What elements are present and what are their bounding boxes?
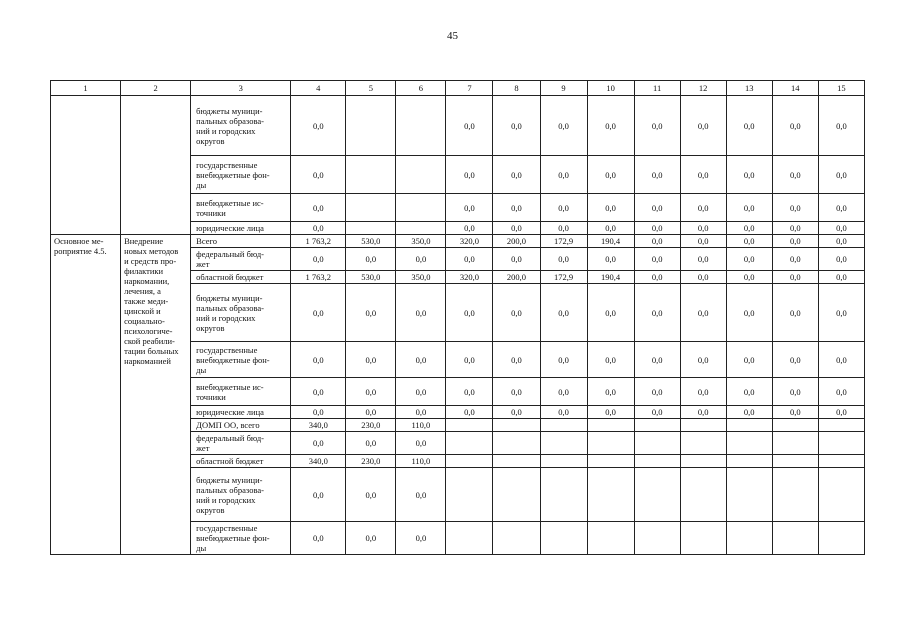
value-cell-col-10: 0,0 [587,156,634,194]
value-cell-col-4: 0,0 [291,284,346,342]
value-cell-col-13 [726,468,772,522]
value-cell-col-13 [726,419,772,432]
value-cell-col-12: 0,0 [680,156,726,194]
value-cell-col-10 [587,522,634,555]
header-cell-3: 3 [191,81,291,96]
value-cell-col-13: 0,0 [726,284,772,342]
value-cell-col-12: 0,0 [680,194,726,222]
value-cell-col-9 [540,522,587,555]
funding-source-label: государственные внебюджетные фон- ды [191,342,291,378]
value-cell-col-10: 0,0 [587,378,634,406]
value-cell-col-13: 0,0 [726,342,772,378]
value-cell-col-8 [493,468,540,522]
value-cell-col-13: 0,0 [726,271,772,284]
value-cell-col-8: 0,0 [493,96,540,156]
header-cell-15: 15 [818,81,864,96]
value-cell-col-14: 0,0 [772,194,818,222]
funding-source-label: областной бюджет [191,455,291,468]
value-cell-col-5: 0,0 [346,248,396,271]
value-cell-col-4: 0,0 [291,222,346,235]
value-cell-col-9: 0,0 [540,406,587,419]
value-cell-col-7: 0,0 [446,378,493,406]
value-cell-col-12: 0,0 [680,222,726,235]
value-cell-col-6 [396,194,446,222]
value-cell-col-6: 0,0 [396,248,446,271]
table-row [51,235,865,248]
value-cell-col-11 [634,419,680,432]
header-cell-8: 8 [493,81,540,96]
value-cell-col-11 [634,522,680,555]
value-cell-col-9: 0,0 [540,222,587,235]
funding-source-label: юридические лица [191,406,291,419]
funding-source-label: государственные внебюджетные фон- ды [191,522,291,555]
value-cell-col-14 [772,419,818,432]
value-cell-col-13 [726,455,772,468]
value-cell-col-9: 0,0 [540,248,587,271]
value-cell-col-4: 0,0 [291,96,346,156]
value-cell-col-10 [587,432,634,455]
value-cell-col-12 [680,468,726,522]
value-cell-col-9: 0,0 [540,96,587,156]
value-cell-col-8: 200,0 [493,235,540,248]
value-cell-col-10: 0,0 [587,342,634,378]
value-cell-col-9: 0,0 [540,378,587,406]
value-cell-col-14: 0,0 [772,96,818,156]
value-cell-col-10: 190,4 [587,235,634,248]
funding-source-label: государственные внебюджетные фон- ды [191,156,291,194]
value-cell-col-14: 0,0 [772,235,818,248]
table-row [51,96,865,156]
value-cell-col-6 [396,156,446,194]
value-cell-col-15: 0,0 [818,248,864,271]
value-cell-col-12: 0,0 [680,406,726,419]
value-cell-col-15 [818,455,864,468]
value-cell-col-14: 0,0 [772,156,818,194]
value-cell-col-8: 0,0 [493,406,540,419]
value-cell-col-5 [346,156,396,194]
value-cell-col-13: 0,0 [726,235,772,248]
value-cell-col-5: 230,0 [346,455,396,468]
value-cell-col-9: 172,9 [540,271,587,284]
value-cell-col-11: 0,0 [634,156,680,194]
value-cell-col-7: 0,0 [446,222,493,235]
value-cell-col-9: 172,9 [540,235,587,248]
value-cell-col-9 [540,455,587,468]
value-cell-col-6 [396,222,446,235]
value-cell-col-11: 0,0 [634,248,680,271]
value-cell-col-14: 0,0 [772,284,818,342]
value-cell-col-11: 0,0 [634,406,680,419]
value-cell-col-6: 0,0 [396,284,446,342]
value-cell-col-13 [726,432,772,455]
value-cell-col-15: 0,0 [818,406,864,419]
value-cell-col-12: 0,0 [680,378,726,406]
value-cell-col-10: 0,0 [587,284,634,342]
funding-source-label: областной бюджет [191,271,291,284]
value-cell-col-6: 0,0 [396,378,446,406]
funding-source-label: бюджеты муници- пальных образова- ний и городских округов [191,96,291,156]
header-cell-9: 9 [540,81,587,96]
value-cell-col-4: 0,0 [291,432,346,455]
value-cell-col-15: 0,0 [818,194,864,222]
value-cell-col-5: 0,0 [346,468,396,522]
value-cell-col-6: 110,0 [396,455,446,468]
value-cell-col-7: 0,0 [446,194,493,222]
value-cell-col-4: 0,0 [291,194,346,222]
value-cell-col-15: 0,0 [818,271,864,284]
value-cell-col-6: 0,0 [396,406,446,419]
value-cell-col-13: 0,0 [726,156,772,194]
header-cell-5: 5 [346,81,396,96]
value-cell-col-7 [446,419,493,432]
value-cell-col-14: 0,0 [772,406,818,419]
value-cell-col-9: 0,0 [540,284,587,342]
value-cell-col-8: 0,0 [493,342,540,378]
value-cell-col-15 [818,419,864,432]
value-cell-col-15 [818,522,864,555]
value-cell-col-13: 0,0 [726,222,772,235]
value-cell-col-5 [346,96,396,156]
value-cell-col-10: 0,0 [587,248,634,271]
value-cell-col-12: 0,0 [680,248,726,271]
value-cell-col-11: 0,0 [634,342,680,378]
value-cell-col-11: 0,0 [634,235,680,248]
value-cell-col-11 [634,468,680,522]
value-cell-col-8 [493,522,540,555]
value-cell-col-14: 0,0 [772,271,818,284]
value-cell-col-4: 0,0 [291,406,346,419]
value-cell-col-4: 0,0 [291,468,346,522]
value-cell-col-12 [680,455,726,468]
value-cell-col-5: 530,0 [346,271,396,284]
funding-source-label: ДОМП ОО, всего [191,419,291,432]
value-cell-col-11: 0,0 [634,222,680,235]
value-cell-col-12: 0,0 [680,271,726,284]
value-cell-col-5 [346,222,396,235]
header-cell-4: 4 [291,81,346,96]
header-cell-11: 11 [634,81,680,96]
header-cell-12: 12 [680,81,726,96]
funding-source-label: федеральный бюд- жет [191,248,291,271]
funding-source-label: внебюджетные ис- точники [191,194,291,222]
value-cell-col-15: 0,0 [818,284,864,342]
value-cell-col-14 [772,455,818,468]
value-cell-col-7: 320,0 [446,271,493,284]
value-cell-col-8 [493,432,540,455]
value-cell-col-10: 0,0 [587,194,634,222]
value-cell-col-7: 0,0 [446,248,493,271]
value-cell-col-14 [772,468,818,522]
value-cell-col-6: 0,0 [396,468,446,522]
header-cell-1: 1 [51,81,121,96]
value-cell-col-8: 0,0 [493,284,540,342]
budget-table [50,80,865,555]
value-cell-col-11: 0,0 [634,271,680,284]
value-cell-col-4: 1 763,2 [291,235,346,248]
value-cell-col-15 [818,432,864,455]
funding-source-label: бюджеты муници- пальных образова- ний и городских округов [191,284,291,342]
value-cell-col-5: 530,0 [346,235,396,248]
value-cell-col-5 [346,194,396,222]
value-cell-col-13: 0,0 [726,194,772,222]
value-cell-col-7 [446,468,493,522]
value-cell-col-7: 0,0 [446,406,493,419]
value-cell-col-5: 0,0 [346,432,396,455]
value-cell-col-13: 0,0 [726,406,772,419]
value-cell-col-12: 0,0 [680,96,726,156]
value-cell-col-15: 0,0 [818,235,864,248]
value-cell-col-6: 0,0 [396,432,446,455]
value-cell-col-8 [493,419,540,432]
header-cell-7: 7 [446,81,493,96]
value-cell-col-11: 0,0 [634,284,680,342]
value-cell-col-7: 0,0 [446,342,493,378]
value-cell-col-4: 340,0 [291,455,346,468]
value-cell-col-14: 0,0 [772,248,818,271]
value-cell-col-15: 0,0 [818,96,864,156]
funding-source-label: юридические лица [191,222,291,235]
value-cell-col-12: 0,0 [680,235,726,248]
value-cell-col-11: 0,0 [634,96,680,156]
value-cell-col-7: 0,0 [446,96,493,156]
value-cell-col-6: 350,0 [396,235,446,248]
value-cell-col-12 [680,432,726,455]
funding-source-label: бюджеты муници- пальных образова- ний и городских округов [191,468,291,522]
value-cell-col-7 [446,455,493,468]
value-cell-col-6: 0,0 [396,342,446,378]
value-cell-col-6: 110,0 [396,419,446,432]
value-cell-col-8: 0,0 [493,378,540,406]
value-cell-col-15: 0,0 [818,342,864,378]
value-cell-col-9: 0,0 [540,342,587,378]
value-cell-col-8: 200,0 [493,271,540,284]
value-cell-col-10 [587,455,634,468]
value-cell-col-5: 0,0 [346,378,396,406]
value-cell-col-14 [772,432,818,455]
value-cell-col-9: 0,0 [540,156,587,194]
funding-source-label: федеральный бюд- жет [191,432,291,455]
value-cell-col-5: 0,0 [346,342,396,378]
header-cell-14: 14 [772,81,818,96]
value-cell-col-4: 0,0 [291,248,346,271]
value-cell-col-8: 0,0 [493,222,540,235]
value-cell-col-4: 0,0 [291,522,346,555]
value-cell-col-9 [540,419,587,432]
value-cell-col-5: 230,0 [346,419,396,432]
value-cell-col-6: 0,0 [396,522,446,555]
header-row [51,81,865,96]
page-number: 45 [447,30,458,42]
header-cell-2: 2 [121,81,191,96]
value-cell-col-9: 0,0 [540,194,587,222]
value-cell-col-4: 0,0 [291,378,346,406]
value-cell-col-13: 0,0 [726,96,772,156]
value-cell-col-7: 0,0 [446,156,493,194]
value-cell-col-10: 0,0 [587,406,634,419]
value-cell-col-8: 0,0 [493,194,540,222]
value-cell-col-4: 0,0 [291,342,346,378]
value-cell-col-7: 0,0 [446,284,493,342]
value-cell-col-4: 0,0 [291,156,346,194]
value-cell-col-14: 0,0 [772,342,818,378]
value-cell-col-14: 0,0 [772,378,818,406]
header-cell-6: 6 [396,81,446,96]
value-cell-col-7 [446,522,493,555]
value-cell-col-15: 0,0 [818,222,864,235]
value-cell-col-6 [396,96,446,156]
value-cell-col-7: 320,0 [446,235,493,248]
value-cell-col-9 [540,432,587,455]
value-cell-col-8: 0,0 [493,248,540,271]
value-cell-col-5: 0,0 [346,284,396,342]
value-cell-col-5: 0,0 [346,522,396,555]
value-cell-col-10: 190,4 [587,271,634,284]
value-cell-col-14: 0,0 [772,222,818,235]
value-cell-col-4: 1 763,2 [291,271,346,284]
value-cell-col-5: 0,0 [346,406,396,419]
value-cell-col-13: 0,0 [726,378,772,406]
value-cell-col-8: 0,0 [493,156,540,194]
funding-source-label: внебюджетные ис- точники [191,378,291,406]
value-cell-col-8 [493,455,540,468]
value-cell-col-6: 350,0 [396,271,446,284]
value-cell-col-7 [446,432,493,455]
value-cell-col-11 [634,455,680,468]
description-cell-empty [121,96,191,235]
value-cell-col-13: 0,0 [726,248,772,271]
value-cell-col-12: 0,0 [680,284,726,342]
value-cell-col-11: 0,0 [634,194,680,222]
value-cell-col-12: 0,0 [680,342,726,378]
value-cell-col-11 [634,432,680,455]
value-cell-col-14 [772,522,818,555]
value-cell-col-12 [680,419,726,432]
measure-label-cell: Основное ме- роприятие 4.5. [51,235,121,555]
value-cell-col-4: 340,0 [291,419,346,432]
value-cell-col-13 [726,522,772,555]
value-cell-col-15: 0,0 [818,156,864,194]
value-cell-col-10 [587,419,634,432]
value-cell-col-9 [540,468,587,522]
value-cell-col-15: 0,0 [818,378,864,406]
value-cell-col-15 [818,468,864,522]
funding-source-label: Всего [191,235,291,248]
value-cell-col-10: 0,0 [587,96,634,156]
value-cell-col-12 [680,522,726,555]
header-cell-10: 10 [587,81,634,96]
header-cell-13: 13 [726,81,772,96]
measure-cell-empty [51,96,121,235]
measure-description-cell: Внедрение новых методов и средств про- филактики наркомании, лечения, а также меди- цинской и социально- психологиче- ской реабили- тации больных наркоманией [121,235,191,555]
value-cell-col-10: 0,0 [587,222,634,235]
value-cell-col-10 [587,468,634,522]
value-cell-col-11: 0,0 [634,378,680,406]
